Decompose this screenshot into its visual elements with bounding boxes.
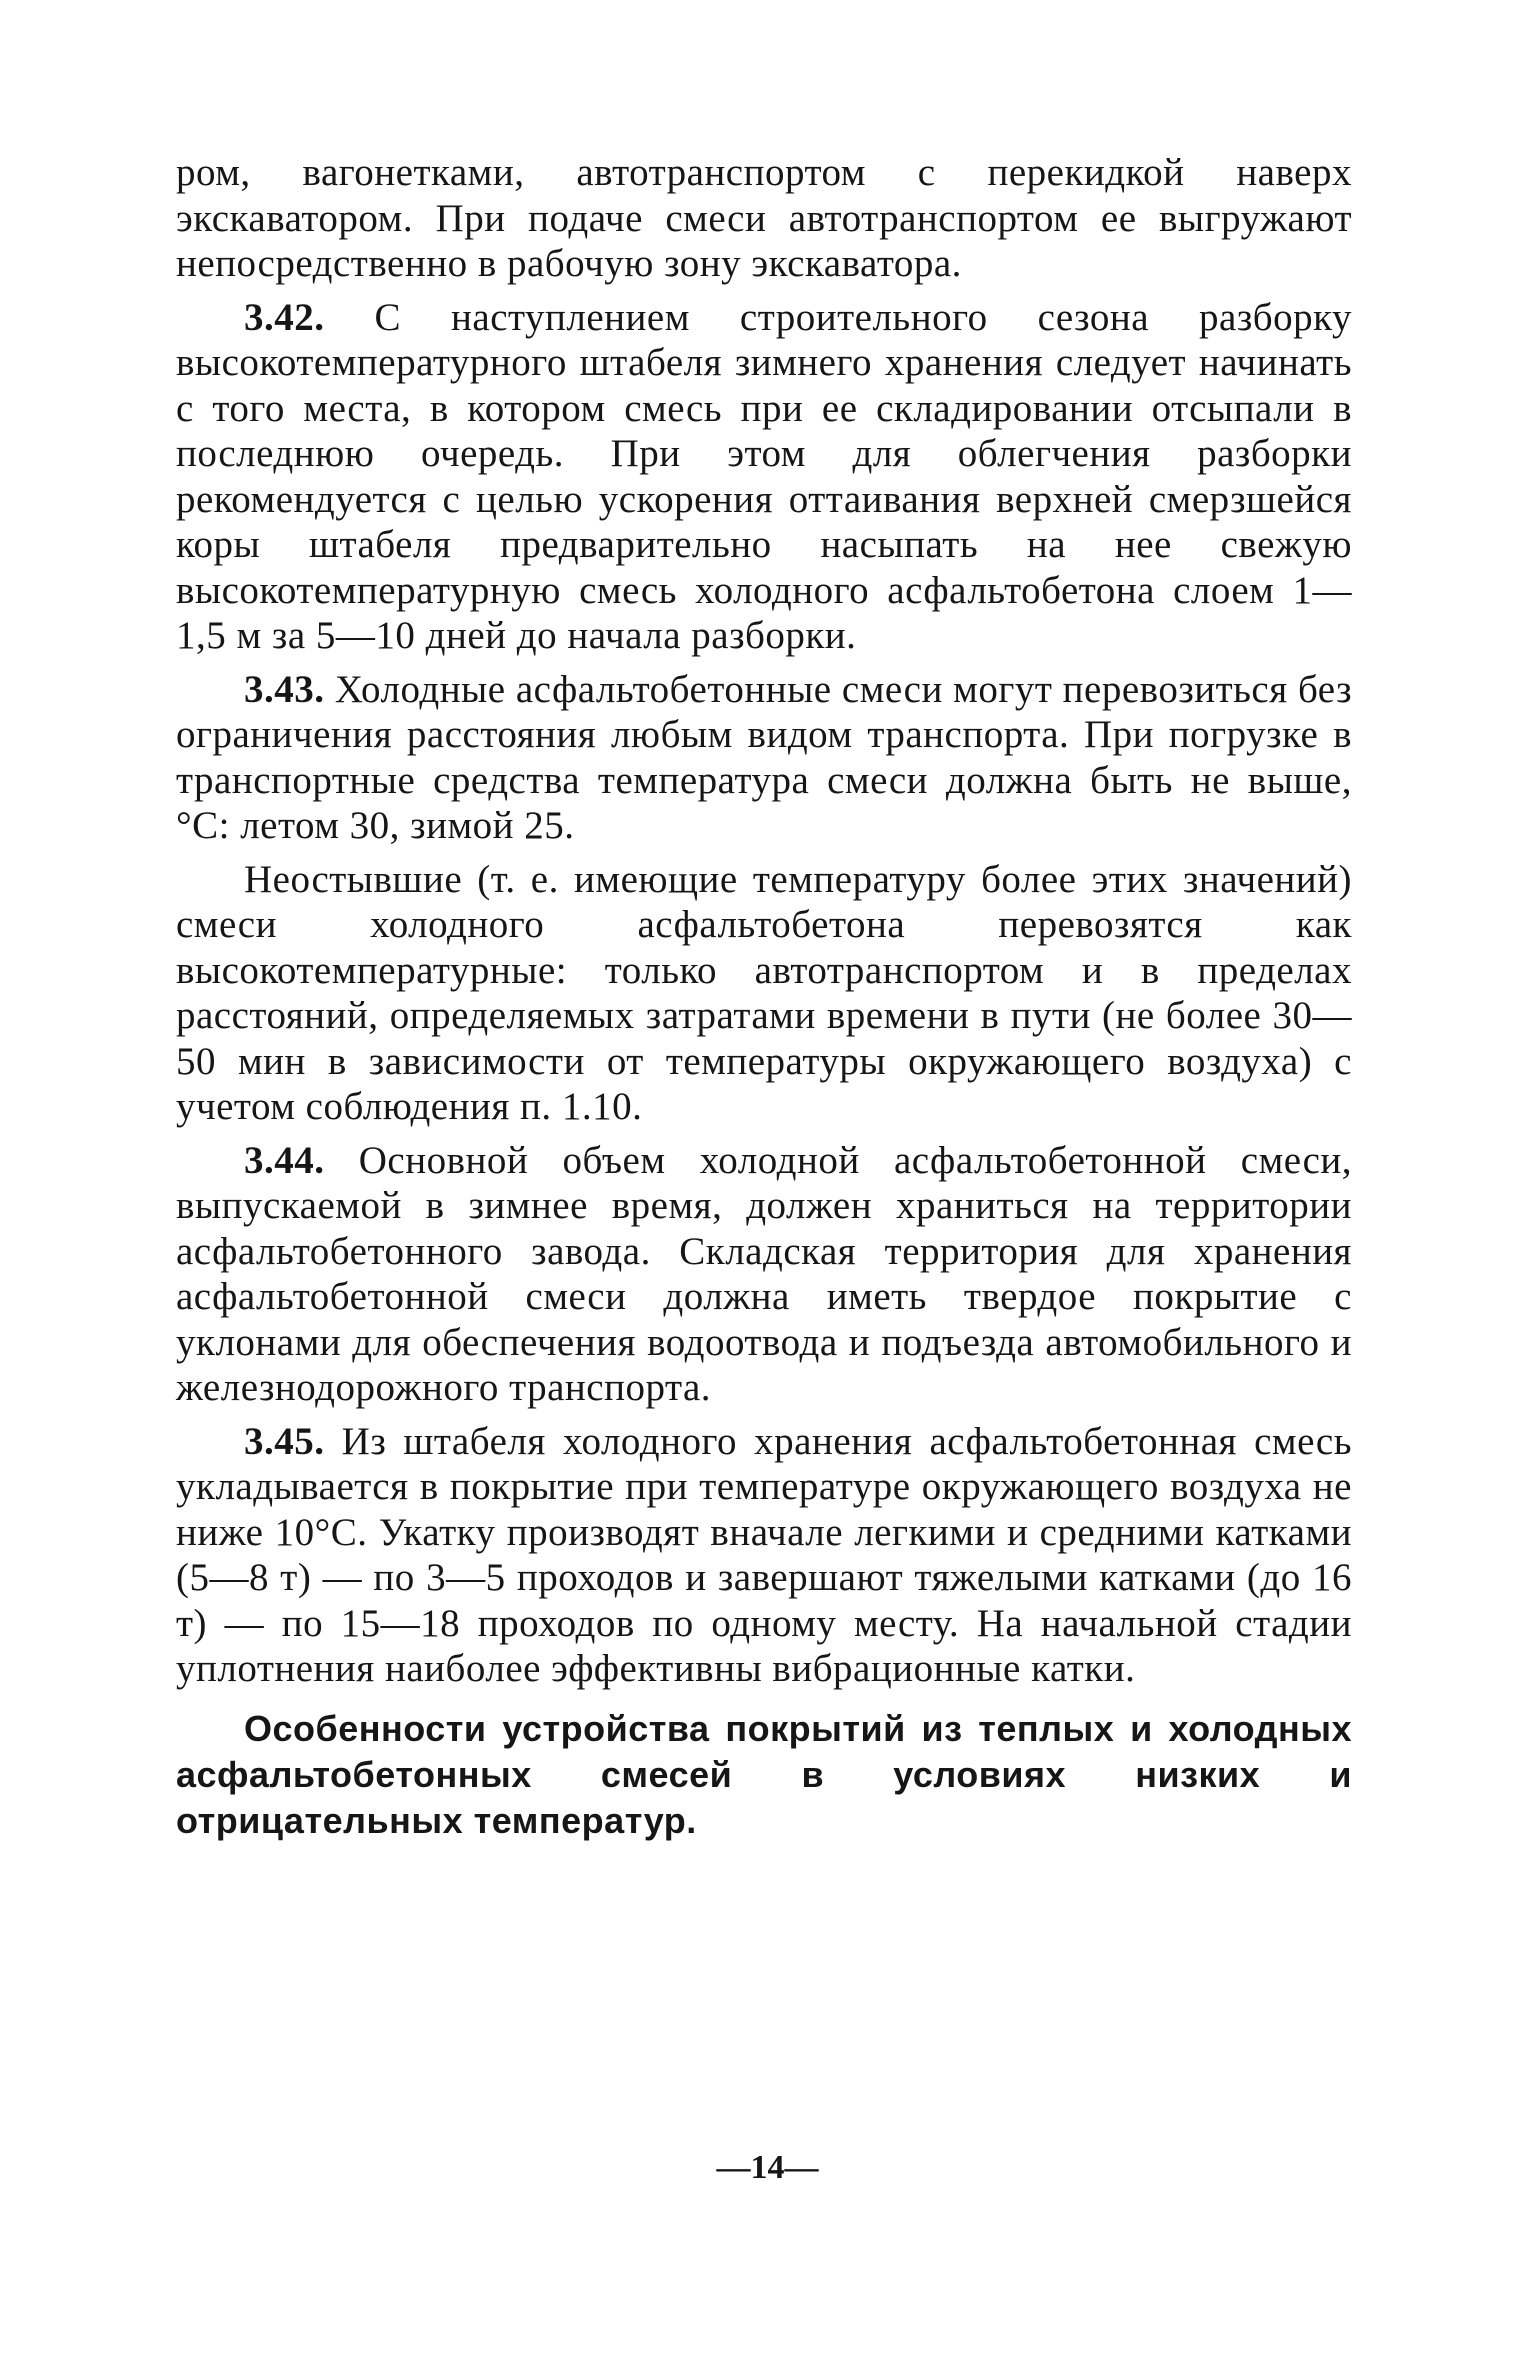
section-text: Холодные асфальтобетонные смеси могут перевозиться без ограничения расстояния любым видом транспорта. При погрузке в транспортные средства температура смеси должна быть не выше, °С: летом 30, зимой 25. <box>176 667 1353 847</box>
document-page <box>176 150 1352 1844</box>
section-text: Основной объем холодной асфальтобетонной смеси, выпускаемой в зимнее время, должен храниться на территории асфальтобетонного завода. Складская территория для хранения асфальтобетонной смеси должна иметь твердое покрытие с уклонами для обеспечения водоотвода и подъезда автомобильного и железнодорожного транспорта. <box>176 1138 1352 1409</box>
section-heading: Особенности устройства покрытий из теплых и холодных асфальтобетонных смесей в условиях низких и отрицательных температур. <box>176 1707 1352 1841</box>
paragraph-continuation: ром, вагонетками, автотранспортом с перекидкой наверх экскаватором. При подаче смеси автотранспортом ее выгружают непосредственно в рабочую зону экскаватора. <box>176 151 1352 285</box>
section-number: 3.42. <box>244 295 325 339</box>
section-3-43 <box>176 667 1352 849</box>
section-3-42 <box>176 295 1352 659</box>
paragraph-unnumbered: Неостывшие (т. е. имеющие температуру более этих значений) смеси холодного асфальтобетона перевозятся как высокотемпературные: только автотранспортом и в пределах расстояний, определяемых затратами времени в пути (не более 30—50 мин в зависимости от температуры окружающего воздуха) с учетом соблюдения п. 1.10. <box>176 857 1352 1128</box>
section-number: 3.44. <box>244 1138 325 1182</box>
section-number: 3.43. <box>244 667 325 711</box>
section-text: С наступлением строительного сезона разборку высокотемпературного штабеля зимнего хранения следует начинать с того места, в котором смесь при ее складировании отсыпали в последнюю очередь. При этом для облегчения разборки рекомендуется с целью ускорения оттаивания верхней смерзшейся коры штабеля предварительно насыпать на нее свежую высокотемпературную смесь холодного асфальтобетона слоем 1—1,5 м за 5—10 дней до начала разборки. <box>176 295 1352 657</box>
section-text: Из штабеля холодного хранения асфальтобетонная смесь укладывается в покрытие при температуре окружающего воздуха не ниже 10°С. Укатку производят вначале легкими и средними катками (5—8 т) — по 3—5 проходов и завершают тяжелыми катками (до 16 т) — по 15—18 проходов по одному месту. На начальной стадии уплотнения наиболее эффективны вибрационные катки. <box>176 1419 1352 1690</box>
page-number: —14— <box>716 2149 819 2186</box>
section-3-44 <box>176 1138 1352 1411</box>
section-3-45 <box>176 1419 1352 1692</box>
section-number: 3.45. <box>244 1419 325 1463</box>
